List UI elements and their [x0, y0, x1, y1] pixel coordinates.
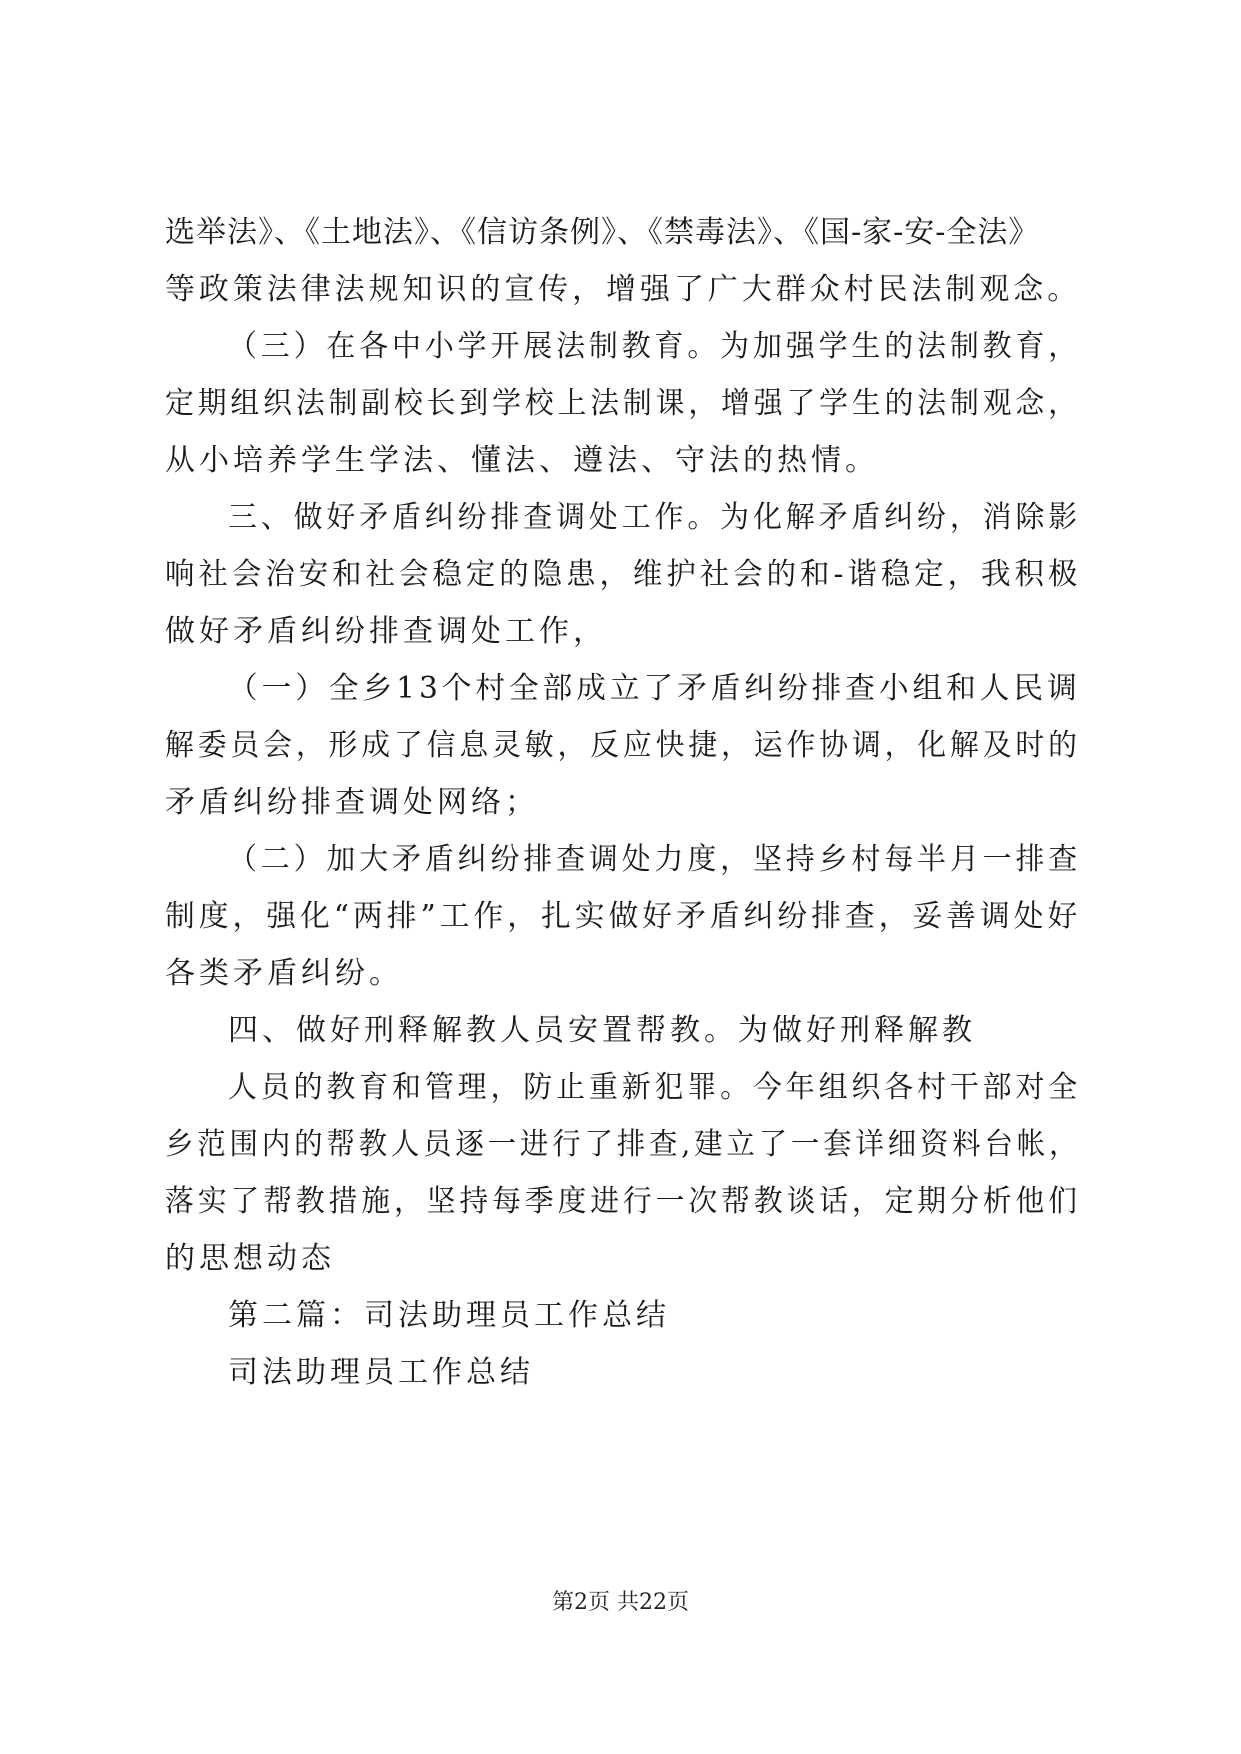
text-line: 解委员会，形成了信息灵敏，反应快捷，运作协调，化解及时的 — [165, 728, 1081, 763]
text-line: 定期组织法制副校长到学校上法制课，增强了学生的法制观念， — [165, 386, 1081, 421]
text-line: （三）在各中小学开展法制教育。为加强学生的法制教育， — [228, 329, 1082, 364]
text-line: 的思想动态 — [165, 1241, 335, 1276]
text-line: （一）全乡13个村全部成立了矛盾纠纷排查小组和人民调 — [228, 671, 1081, 706]
text-line: 落实了帮教措施，坚持每季度进行一次帮教谈话，定期分析他们 — [165, 1184, 1081, 1219]
text-line: 响社会治安和社会稳定的隐患，维护社会的和-谐稳定，我积极 — [165, 557, 1082, 592]
section-heading: 第二篇：司法助理员工作总结 — [228, 1298, 670, 1333]
text-line: 制度，强化“两排”工作，扎实做好矛盾纠纷排查，妥善调处好 — [165, 899, 1082, 934]
page-number-footer: 第2页 共22页 — [552, 1590, 689, 1615]
text-line: 做好矛盾纠纷排查调处工作， — [165, 614, 607, 649]
text-line: 乡范围内的帮教人员逐一进行了排查,建立了一套详细资料台帐， — [165, 1127, 1082, 1162]
text-line: 等政策法律法规知识的宣传，增强了广大群众村民法制观念。 — [165, 272, 1082, 307]
text-line: 各类矛盾纠纷。 — [165, 956, 403, 991]
text-line: 选举法》、《土地法》、《信访条例》、《禁毒法》、《国-家-安-全法》 — [165, 215, 1040, 250]
text-line: 从小培养学生学法、懂法、遵法、守法的热情。 — [165, 443, 879, 478]
text-line: 人员的教育和管理，防止重新犯罪。今年组织各村干部对全 — [228, 1070, 1082, 1105]
text-line: 四、做好刑释解教人员安置帮教。为做好刑释解教 — [228, 1013, 976, 1048]
text-line: 三、做好矛盾纠纷排查调处工作。为化解矛盾纠纷，消除影 — [228, 500, 1082, 535]
text-line: （二）加大矛盾纠纷排查调处力度，坚持乡村每半月一排查 — [228, 842, 1082, 877]
section-subtitle: 司法助理员工作总结 — [228, 1355, 534, 1390]
text-line: 矛盾纠纷排查调处网络； — [165, 785, 539, 820]
